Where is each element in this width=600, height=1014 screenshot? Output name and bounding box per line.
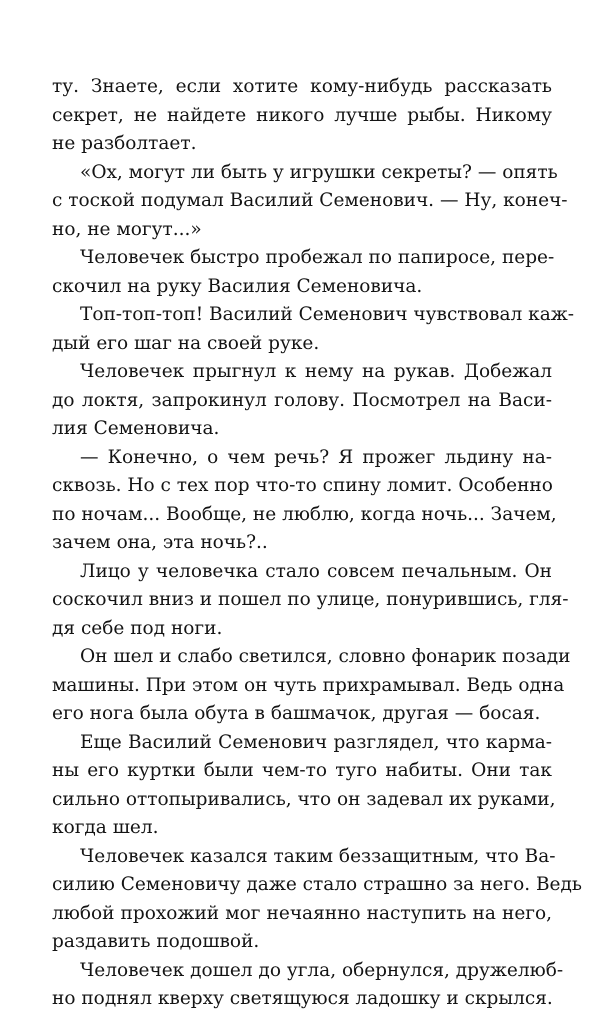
text-line: но, не могут...» <box>52 218 202 240</box>
text-line: Человечек быстро пробежал по папиросе, пере- <box>80 247 555 268</box>
text-line: до локтя, запрокинул голову. Посмотрел на Васи- <box>52 389 552 411</box>
text-line: Топ-топ-топ! Василий Семенович чувствовал каж- <box>80 304 575 325</box>
text-line: любой прохожий мог нечаянно наступить на него, <box>52 902 552 924</box>
paragraph-10 <box>52 843 582 957</box>
paragraph-4 <box>52 301 575 358</box>
text-line: «Ох, могут ли быть у игрушки секреты? — опять <box>80 161 558 183</box>
text-line: сильно оттопыривались, что он задевал их руками, <box>52 788 556 810</box>
text-line: силию Семеновичу даже стало страшно за него. Ведь <box>52 874 582 895</box>
text-line: его нога была обута в башмачок, другая — босая. <box>52 703 541 724</box>
paragraph-6 <box>52 444 557 558</box>
paragraph-2 <box>52 159 568 245</box>
text-line: Он шел и слабо светился, словно фонарик позади <box>80 646 571 667</box>
text-line: скочил на руку Василия Семеновича. <box>52 275 423 297</box>
text-line: машины. При этом он чуть прихрамывал. Ведь одна <box>52 674 565 696</box>
text-line: дый его шаг на своей руке. <box>52 332 320 354</box>
text-line: не разболтает. <box>52 133 197 154</box>
text-line: Еще Василий Семенович разглядел, что карма- <box>80 731 552 753</box>
text-line: ны его куртки были чем-то туго набиты. Они так <box>52 760 552 781</box>
book-page <box>52 73 582 1014</box>
text-line: Человечек казался таким беззащитным, что Ва- <box>80 845 556 867</box>
text-line: Человечек дошел до угла, обернулся, дружелюб- <box>80 959 564 981</box>
text-line: Человечек прыгнул к нему на рукав. Добежал <box>80 361 552 382</box>
text-line: с тоской подумал Василий Семенович. — Ну, конеч- <box>52 190 568 211</box>
paragraph-7 <box>52 558 569 644</box>
paragraph-3 <box>52 244 555 301</box>
text-line: секрет, не найдете никого лучше рыбы. Никому <box>52 104 552 126</box>
text-line: когда шел. <box>52 817 159 838</box>
text-line: Лицо у человечка стало совсем печальным. Он <box>80 560 552 582</box>
paragraph-9 <box>52 729 556 843</box>
text-line: ту. Знаете, если хотите кому-нибудь рассказать <box>52 76 552 97</box>
paragraph-8 <box>52 643 571 729</box>
paragraph-1 <box>52 73 552 159</box>
text-line: раздавить подошвой. <box>52 931 260 952</box>
paragraph-11 <box>52 957 564 1014</box>
text-line: лия Семеновича. <box>52 418 220 439</box>
text-line: дя себе под ноги. <box>52 617 223 639</box>
text-line: но поднял кверху светящуюся ладошку и скрылся. <box>52 988 553 1009</box>
text-line: сквозь. Но с тех пор что-то спину ломит. Особенно <box>52 475 553 496</box>
paragraph-5 <box>52 358 552 444</box>
text-line: соскочил вниз и пошел по улице, понурившись, гля- <box>52 589 569 610</box>
text-line: зачем она, эта ночь?.. <box>52 532 268 553</box>
text-line: — Конечно, о чем речь? Я прожег льдину на- <box>80 446 552 468</box>
text-line: по ночам... Вообще, не люблю, когда ночь... Зачем, <box>52 503 557 525</box>
